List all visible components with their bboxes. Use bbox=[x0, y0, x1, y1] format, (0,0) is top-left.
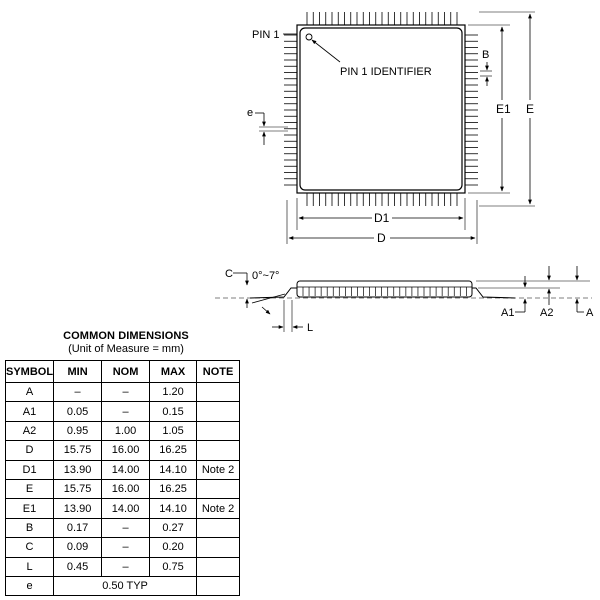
angle-line bbox=[252, 294, 285, 303]
cell-symbol: A2 bbox=[6, 421, 54, 440]
cell-min: – bbox=[54, 383, 102, 402]
cell-note: Note 2 bbox=[197, 460, 240, 479]
cell-note bbox=[197, 383, 240, 402]
header-min: MIN bbox=[54, 361, 102, 383]
cell-symbol: e bbox=[6, 576, 54, 595]
lead-profile-left bbox=[250, 288, 297, 298]
cell-max: 1.20 bbox=[150, 383, 197, 402]
cell-nom: 14.00 bbox=[102, 460, 150, 479]
cell-note bbox=[197, 518, 240, 537]
cell-max: 0.75 bbox=[150, 557, 197, 576]
cell-max: 16.25 bbox=[150, 441, 197, 460]
cell-symbol: C bbox=[6, 538, 54, 557]
angle-arrow bbox=[262, 307, 270, 314]
table-row bbox=[6, 402, 240, 421]
cell-nom: – bbox=[102, 538, 150, 557]
cell-note bbox=[197, 538, 240, 557]
dim-A2-label: A2 bbox=[540, 307, 554, 319]
cell-max: 0.20 bbox=[150, 538, 197, 557]
cell-symbol: D bbox=[6, 441, 54, 460]
cell-note bbox=[197, 576, 240, 595]
cell-note bbox=[197, 402, 240, 421]
cell-symbol: L bbox=[6, 557, 54, 576]
table-row bbox=[6, 383, 240, 402]
dim-E-label: E bbox=[526, 102, 535, 116]
cell-min: 0.45 bbox=[54, 557, 102, 576]
cell-nom: 16.00 bbox=[102, 441, 150, 460]
cell-min: 0.17 bbox=[54, 518, 102, 537]
cell-note: Note 2 bbox=[197, 499, 240, 518]
table-row bbox=[6, 557, 240, 576]
table-row bbox=[6, 538, 240, 557]
cell-min: 13.90 bbox=[54, 460, 102, 479]
cell-min: 15.75 bbox=[54, 479, 102, 498]
dim-L-label: L bbox=[307, 322, 314, 334]
package-body bbox=[300, 28, 462, 190]
header-max: MAX bbox=[150, 361, 197, 383]
dim-A1-label: A1 bbox=[501, 307, 515, 319]
side-body bbox=[297, 281, 472, 297]
cell-nom: 14.00 bbox=[102, 499, 150, 518]
dimensions-title: COMMON DIMENSIONS bbox=[63, 330, 189, 342]
dim-e-label: e bbox=[247, 107, 254, 119]
cell-min: 0.09 bbox=[54, 538, 102, 557]
dim-C-label: C bbox=[225, 268, 233, 280]
pin1-identifier-label: PIN 1 IDENTIFIER bbox=[340, 66, 432, 78]
cell-nom: 1.00 bbox=[102, 421, 150, 440]
dim-B-label: B bbox=[482, 49, 490, 61]
dim-A-label: A bbox=[586, 307, 594, 319]
table-row bbox=[6, 479, 240, 498]
cell-symbol: A bbox=[6, 383, 54, 402]
cell-note bbox=[197, 441, 240, 460]
cell-max: 0.15 bbox=[150, 402, 197, 421]
table-row bbox=[6, 421, 240, 440]
cell-min: 13.90 bbox=[54, 499, 102, 518]
cell-nom: – bbox=[102, 518, 150, 537]
cell-min: 0.95 bbox=[54, 421, 102, 440]
cell-min: 15.75 bbox=[54, 441, 102, 460]
table-row bbox=[6, 441, 240, 460]
cell-min: 0.05 bbox=[54, 402, 102, 421]
dim-D-label: D bbox=[377, 231, 386, 245]
angle-label: 0°~7° bbox=[252, 270, 280, 282]
cell-symbol: B bbox=[6, 518, 54, 537]
cell-note bbox=[197, 557, 240, 576]
cell-nom: – bbox=[102, 557, 150, 576]
header-note: NOTE bbox=[197, 361, 240, 383]
cell-max: 14.10 bbox=[150, 460, 197, 479]
table-row bbox=[6, 518, 240, 537]
cell-nom: 16.00 bbox=[102, 479, 150, 498]
dim-D1-label: D1 bbox=[374, 211, 390, 225]
cell-symbol: D1 bbox=[6, 460, 54, 479]
table-header-row bbox=[6, 361, 240, 383]
header-nom: NOM bbox=[102, 361, 150, 383]
lead-profile-right bbox=[470, 288, 515, 298]
cell-symbol: E bbox=[6, 479, 54, 498]
table-row bbox=[6, 576, 240, 595]
cell-max: 14.10 bbox=[150, 499, 197, 518]
cell-max: 16.25 bbox=[150, 479, 197, 498]
cell-note bbox=[197, 479, 240, 498]
cell-note bbox=[197, 421, 240, 440]
pin1-label: PIN 1 bbox=[252, 29, 280, 41]
cell-nom: – bbox=[102, 383, 150, 402]
table-row bbox=[6, 499, 240, 518]
cell-max: 0.27 bbox=[150, 518, 197, 537]
cell-max: 1.05 bbox=[150, 421, 197, 440]
table-row bbox=[6, 460, 240, 479]
cell-nom: – bbox=[102, 402, 150, 421]
cell-typ-value: 0.50 TYP bbox=[54, 576, 197, 595]
dim-E1-label: E1 bbox=[496, 102, 511, 116]
cell-symbol: E1 bbox=[6, 499, 54, 518]
dimensions-table bbox=[5, 360, 240, 596]
header-symbol: SYMBOL bbox=[6, 361, 54, 383]
dimensions-subtitle: (Unit of Measure = mm) bbox=[68, 343, 184, 355]
cell-symbol: A1 bbox=[6, 402, 54, 421]
